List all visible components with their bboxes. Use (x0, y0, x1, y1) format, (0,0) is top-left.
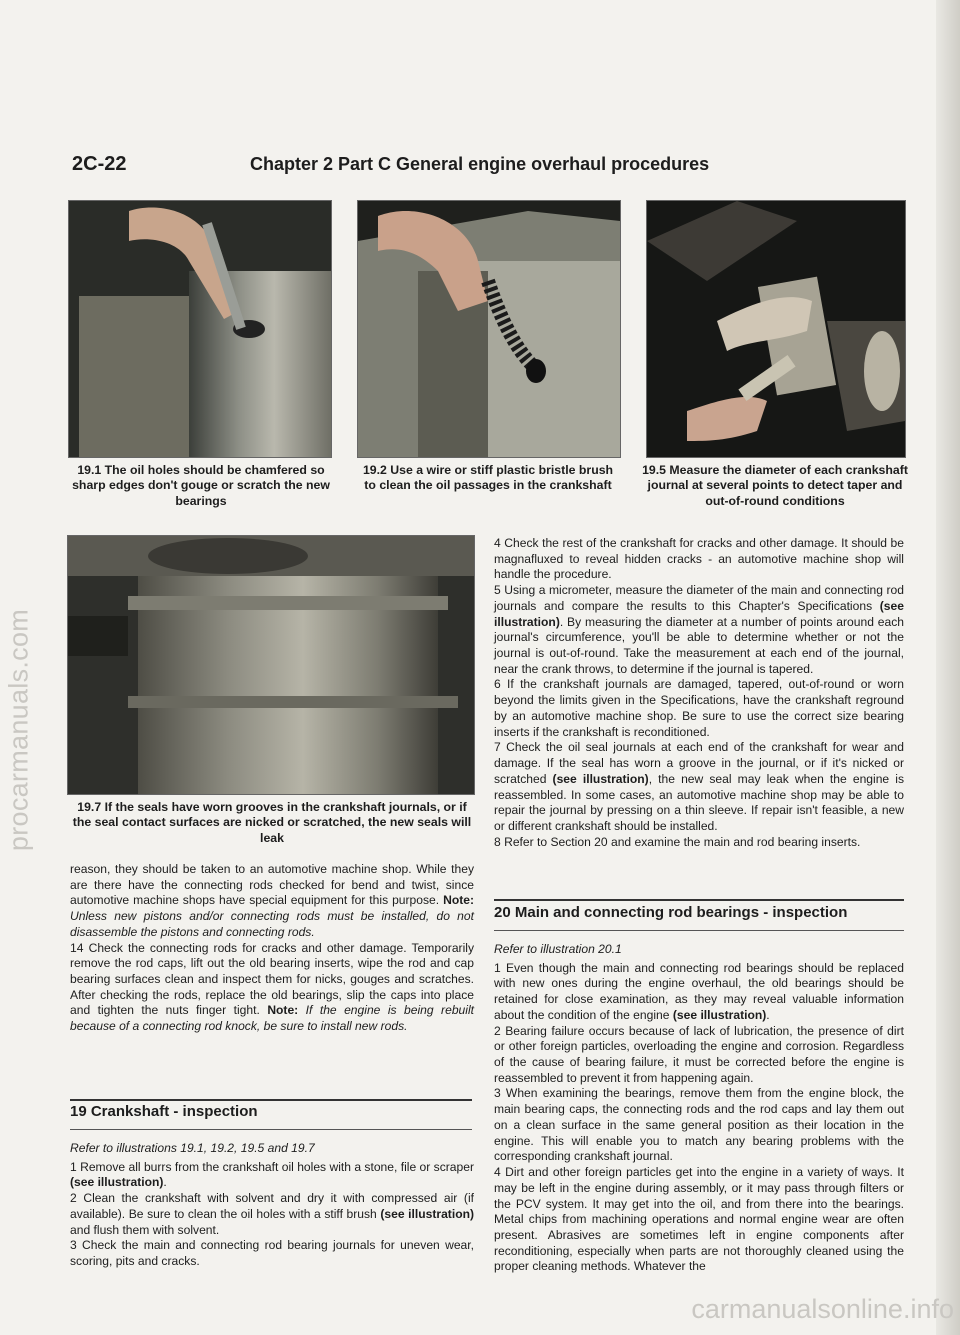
photo-19-7 (67, 535, 475, 795)
s19-paragraph-3: 3 Check the main and connecting rod bearing journals for uneven wear, scoring, pits and cracks. (70, 1238, 474, 1269)
section-19-reference: Refer to illustrations 19.1, 19.2, 19.5 and 19.7 (70, 1141, 315, 1155)
right-column-upper (494, 536, 904, 850)
left-column-lower (70, 1141, 474, 1270)
paragraph-4: 4 Check the rest of the crankshaft for cracks and other damage. It should be magnafluxed to reveal hidden cracks - an automotive machine shop will handle the procedure. (494, 536, 904, 582)
photo-19-5 (646, 200, 906, 458)
s19-paragraph-2: 2 Clean the crankshaft with solvent and dry it with compressed air (if available). Be sure to clean the oil holes with a stiff brush (see illustration) and flush them with solvent. (70, 1191, 474, 1237)
chapter-title: Chapter 2 Part C General engine overhaul procedures (250, 154, 710, 174)
photo-19-2 (357, 200, 621, 458)
s20-paragraph-1: 1 Even though the main and connecting rod bearings should be replaced with new ones during the engine overhaul, the old bearings should be retained for close examination, as they may reveal valuable information about the condition of the engine (see illustration). (494, 960, 904, 1022)
section-19-rule-top (70, 1099, 472, 1101)
photo-19-1 (68, 200, 332, 458)
paragraph-reason: reason, they should be taken to an automotive machine shop. While they are there have the connecting rods checked for bend and twist, since automotive machine shops have special equipment for this purpose. Note: Unless new pistons and/or connecting rods must be installed, do not disassemble the pistons and connecting rods. (70, 862, 474, 939)
caption-19-5: 19.5 Measure the diameter of each crankshaft journal at several points to detect taper and out-of-round conditions (642, 463, 908, 508)
bottom-watermark: carmanualsonline.info (691, 1294, 954, 1324)
section-20-title: 20 Main and connecting rod bearings - inspection (494, 904, 848, 921)
right-column-lower (494, 942, 904, 1275)
page-edge (936, 0, 960, 1335)
paragraph-14: 14 Check the connecting rods for cracks and other damage. Temporarily remove the rod caps, lift out the old bearing inserts, wipe the rod and cap bearing surfaces clean and inspect them for nicks, gouges and scratches. After checking the rods, replace the old bearings, slip the caps into place and tighten the nuts finger tight. Note: If the engine is being rebuilt because of a connecting rod knock, be sure to install new rods. (70, 940, 474, 1034)
page-header (72, 153, 932, 183)
caption-19-1: 19.1 The oil holes should be chamfered so sharp edges don't gouge or scratch the new bearings (72, 463, 330, 508)
paragraph-6: 6 If the crankshaft journals are damaged, tapered, out-of-round or worn beyond the limits given in the Specifications, have the crankshaft reground by an automotive machine shop. Be sure to use the correct size bearing inserts if the crankshaft is reconditioned. (494, 677, 904, 739)
paragraph-7: 7 Check the oil seal journals at each end of the crankshaft for wear and damage. If the seal has worn a groove in the journal, or if it's nicked or scratched (see illustration), the new seal may leak when the engine is reassembled. In some cases, an automotive machine shop may be able to repair the journal by pressing on a thin sleeve. If repair isn't feasible, a new or different crankshaft should be installed. (494, 740, 904, 833)
paragraph-8: 8 Refer to Section 20 and examine the main and rod bearing inserts. (494, 834, 861, 849)
section-20-reference: Refer to illustration 20.1 (494, 942, 622, 956)
s20-paragraph-2: 2 Bearing failure occurs because of lack of lubrication, the presence of dirt or other foreign particles, overloading the engine and corrosion. Regardless of the cause of bearing failure, it must be corrected before the engine is reassembled to prevent it from happening again. (494, 1023, 904, 1085)
section-20-rule-top (494, 899, 904, 901)
s20-paragraph-3: 3 When examining the bearings, remove them from the engine block, the main bearing caps, the connecting rods and the rod caps and lay them out on a clean surface in the same general position as their location in the engine. This will enable you to match any bearing problems with the corresponding crankshaft journal. (494, 1086, 904, 1164)
left-column-upper (70, 862, 474, 1035)
caption-19-7: 19.7 If the seals have worn grooves in the crankshaft journals, or if the seal contact surfaces are nicked or scratched, the new seals will leak (72, 800, 472, 845)
section-19-rule-bottom (70, 1129, 472, 1130)
side-watermark: procarmanuals.com (3, 608, 34, 852)
caption-19-2: 19.2 Use a wire or stiff plastic bristle brush to clean the oil passages in the crankshaft (362, 463, 614, 493)
page-number: 2C-22 (72, 153, 127, 175)
paragraph-5: 5 Using a micrometer, measure the diameter of the main and connecting rod journals and compare the results to this Chapter's Specifications (see illustration). By measuring the diameter at a number of points around each journal's circumference, you'll be able to determine whether or not the journal is out-of-round. Take the measurement at each end of the journal, near the crank throws, to determine if the journal is tapered. (494, 583, 904, 676)
s19-paragraph-1: 1 Remove all burrs from the crankshaft oil holes with a stone, file or scraper (see illustration). (70, 1159, 474, 1190)
section-20-rule-bottom (494, 930, 904, 931)
s20-paragraph-4: 4 Dirt and other foreign particles get into the engine in a variety of ways. It may be left in the engine during assembly, or it may pass through filters or the PCV system. It may get into the oil, and from there into the bearings. Metal chips from machining operations and normal engine wear are often present. Abrasives are sometimes left in engine components after reconditioning, especially when parts are not thoroughly cleaned using the proper cleaning methods. Whatever the (494, 1165, 904, 1274)
section-19-title: 19 Crankshaft - inspection (70, 1103, 258, 1120)
